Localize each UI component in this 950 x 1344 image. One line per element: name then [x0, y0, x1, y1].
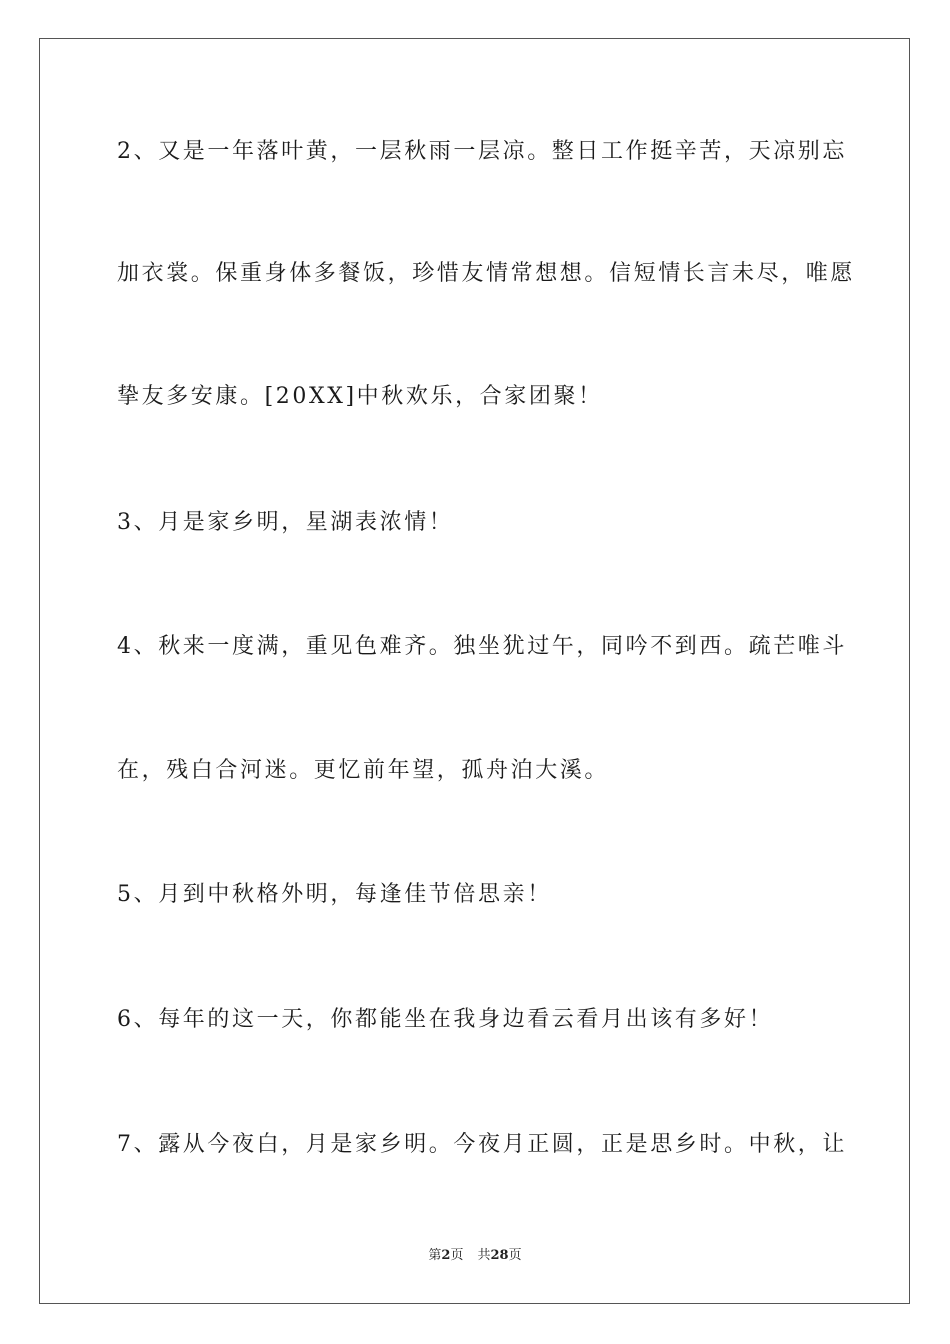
page-prefix: 第 [428, 1248, 442, 1263]
total-prefix: 共 [477, 1248, 491, 1263]
page-number: 2 [441, 1248, 451, 1263]
total-suffix: 页 [508, 1248, 522, 1263]
text-line-6: 在，残白合河迷。更忆前年望，孤舟泊大溪。 [117, 758, 610, 783]
text-line-2: 加衣裳。保重身体多餐饭，珍惜友情常想想。信短情长言未尽，唯愿 [117, 261, 856, 286]
text-line-8: 6、每年的这一天，你都能坐在我身边看云看月出该有多好！ [117, 1007, 774, 1032]
page-frame [39, 38, 910, 1304]
text-line-1: 2、又是一年落叶黄，一层秋雨一层凉。整日工作挺辛苦，天凉别忘 [117, 139, 847, 164]
total-pages: 28 [490, 1248, 509, 1263]
text-line-3: 挚友多安康。[20XX]中秋欢乐，合家团聚！ [117, 384, 603, 409]
text-line-7: 5、月到中秋格外明，每逢佳节倍思亲！ [117, 882, 552, 907]
page-suffix: 页 [450, 1248, 464, 1263]
text-line-9: 7、露从今夜白，月是家乡明。今夜月正圆，正是思乡时。中秋，让 [117, 1132, 847, 1157]
page-footer [0, 1247, 950, 1265]
text-line-4: 3、月是家乡明，星湖表浓情！ [117, 510, 454, 535]
text-line-5: 4、秋来一度满，重见色难齐。独坐犹过午，同吟不到西。疏芒唯斗 [117, 634, 847, 659]
